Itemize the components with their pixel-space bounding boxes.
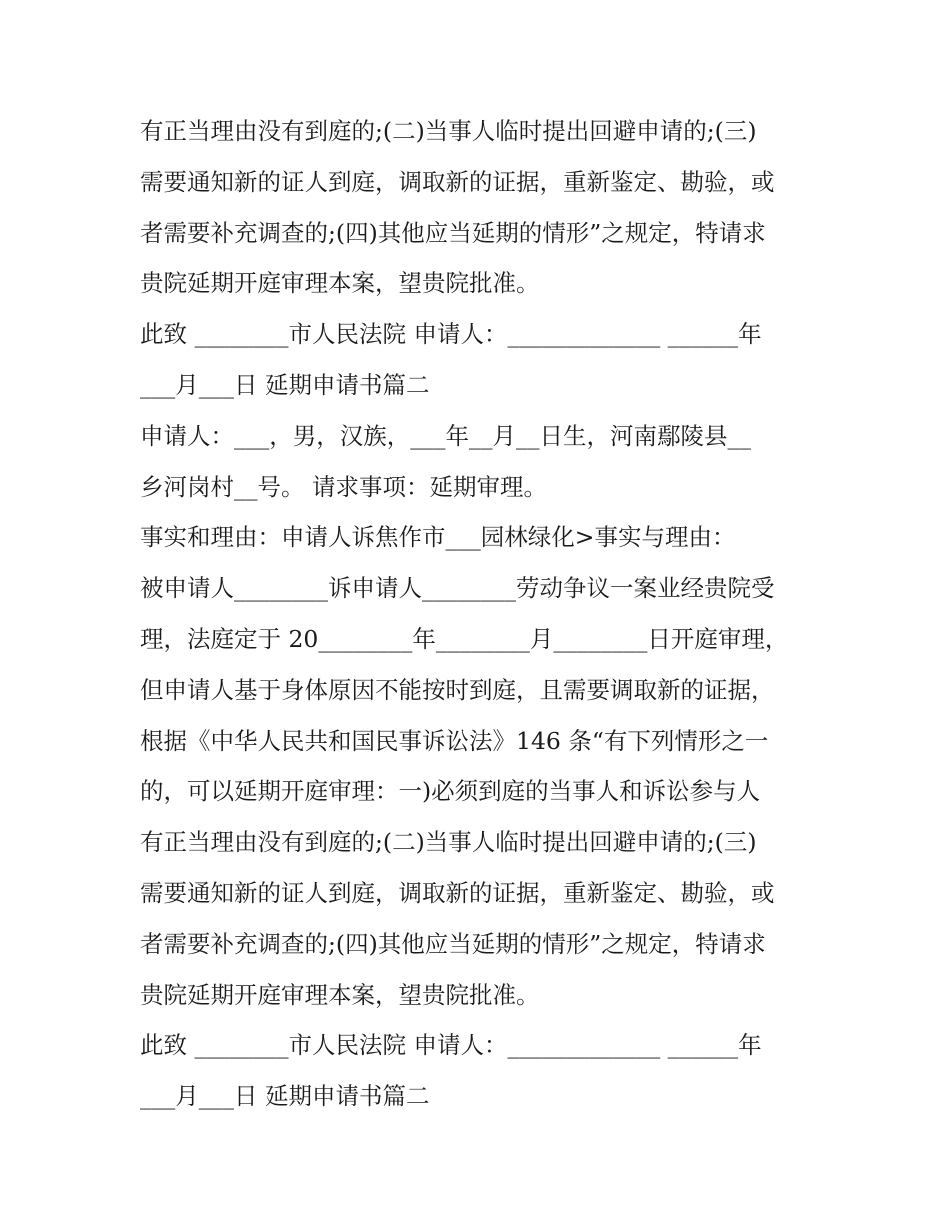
text-line: ___月___日 延期申请书篇二 xyxy=(140,1082,430,1111)
text-line: 申请人：___，男，汉族，___年__月__日生，河南鄢陵县__ xyxy=(140,421,751,450)
text-line: 理，法庭定于 20________年________月________日开庭审理， xyxy=(140,624,789,653)
text-line: 需要通知新的证人到庭，调取新的证据，重新鉴定、勘验，或 xyxy=(140,167,775,196)
text-line: 被申请人________诉申请人________劳动争议一案业经贵院受 xyxy=(140,574,775,603)
text-line: 此致 ________市人民法院 申请人：_____________ ______年 xyxy=(140,1031,762,1060)
text-line: 的，可以延期开庭审理：一)必须到庭的当事人和诉讼参与人 xyxy=(140,777,761,806)
text-line: ___月___日 延期申请书篇二 xyxy=(140,370,430,399)
text-line: 贵院延期开庭审理本案，望贵院批准。 xyxy=(140,269,540,298)
text-line: 此致 ________市人民法院 申请人：_____________ ______年 xyxy=(140,320,762,349)
text-line: 者需要补充调查的;(四)其他应当延期的情形”之规定，特请求 xyxy=(140,929,766,958)
document-body xyxy=(140,106,830,1122)
text-line: 需要通知新的证人到庭，调取新的证据，重新鉴定、勘验，或 xyxy=(140,878,775,907)
text-line: 有正当理由没有到庭的;(二)当事人临时提出回避申请的;(三) xyxy=(140,117,757,145)
text-line: 贵院延期开庭审理本案，望贵院批准。 xyxy=(140,980,540,1009)
text-line: 乡河岗村__号。 请求事项：延期审理。 xyxy=(140,472,547,501)
text-line: 事实和理由：申请人诉焦作市___园林绿化>事实与理由： xyxy=(140,523,736,552)
text-line: 者需要补充调查的;(四)其他应当延期的情形”之规定，特请求 xyxy=(140,218,766,247)
text-line: 有正当理由没有到庭的;(二)当事人临时提出回避申请的;(三) xyxy=(140,828,757,857)
text-line: 但申请人基于身体原因不能按时到庭，且需要调取新的证据， xyxy=(140,675,775,704)
text-line: 根据《中华人民共和国民事诉讼法》146 条“有下列情形之一 xyxy=(140,726,769,755)
